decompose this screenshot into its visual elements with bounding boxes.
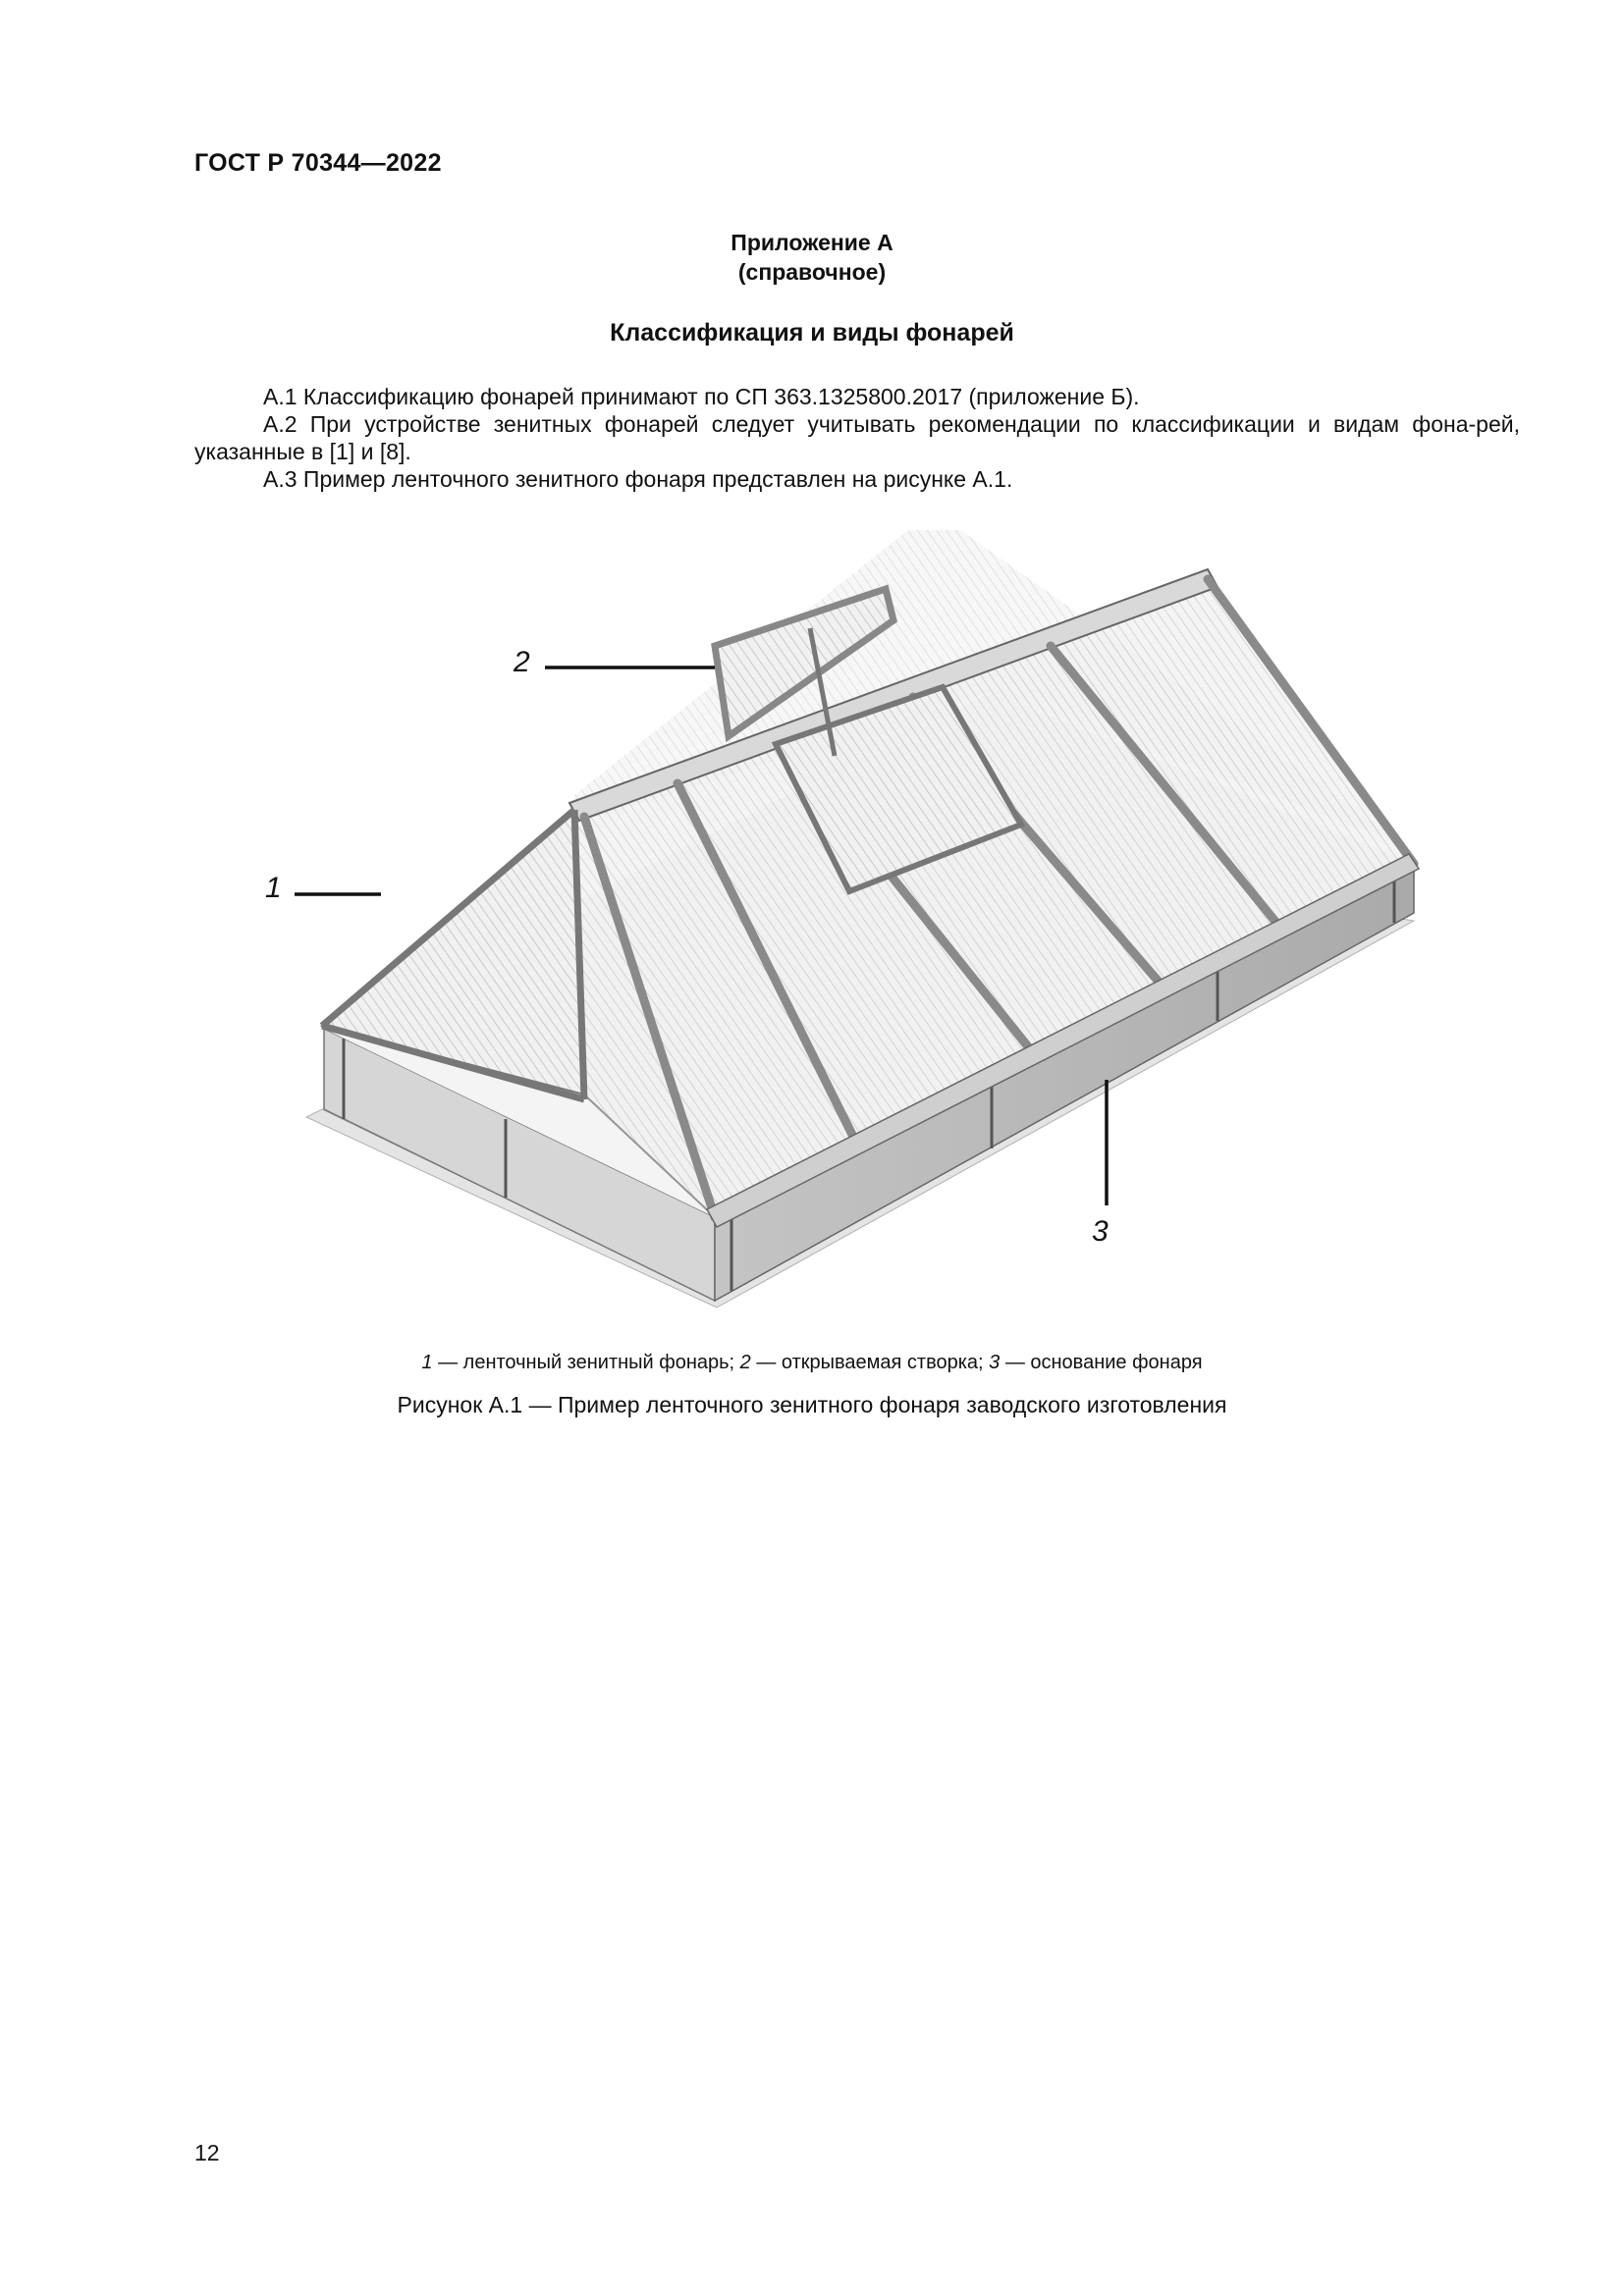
legend-text-3: — основание фонаря <box>1000 1352 1203 1373</box>
callout-3: 3 <box>1092 1215 1109 1248</box>
figure-legend <box>0 1352 1624 1374</box>
legend-number-2: 2 <box>739 1352 751 1373</box>
legend-number-1: 1 <box>421 1352 433 1373</box>
annex-subtitle: (справочное) <box>737 259 887 285</box>
callout-1: 1 <box>265 872 282 904</box>
paragraph-a3: А.3 Пример ленточного зенитного фонаря представлен на рисунке А.1. <box>263 466 1013 492</box>
paragraph-a2: А.2 При устройстве зенитных фонарей следует учитывать рекомендации по классификации и видам фона-рей, указанные в [1] и [8]. <box>194 411 1520 464</box>
legend-number-3: 3 <box>989 1352 1001 1373</box>
skylight-figure <box>245 530 1483 1315</box>
document-code: ГОСТ Р 70344—2022 <box>194 149 442 177</box>
legend-text-1: — ленточный зенитный фонарь; <box>432 1352 740 1373</box>
annex-heading <box>0 228 1624 287</box>
page-number: 12 <box>194 2140 220 2165</box>
annex-title: Приложение А <box>731 230 893 255</box>
callout-2: 2 <box>514 646 530 678</box>
legend-text-2: — открываемая створка; <box>750 1352 990 1373</box>
figure-caption: Рисунок А.1 — Пример ленточного зенитного фонаря заводского изготовления <box>397 1392 1227 1417</box>
paragraph-a1: А.1 Классификацию фонарей принимают по СП 363.1325800.2017 (приложение Б). <box>263 384 1140 409</box>
section-title: Классификация и виды фонарей <box>610 319 1014 347</box>
